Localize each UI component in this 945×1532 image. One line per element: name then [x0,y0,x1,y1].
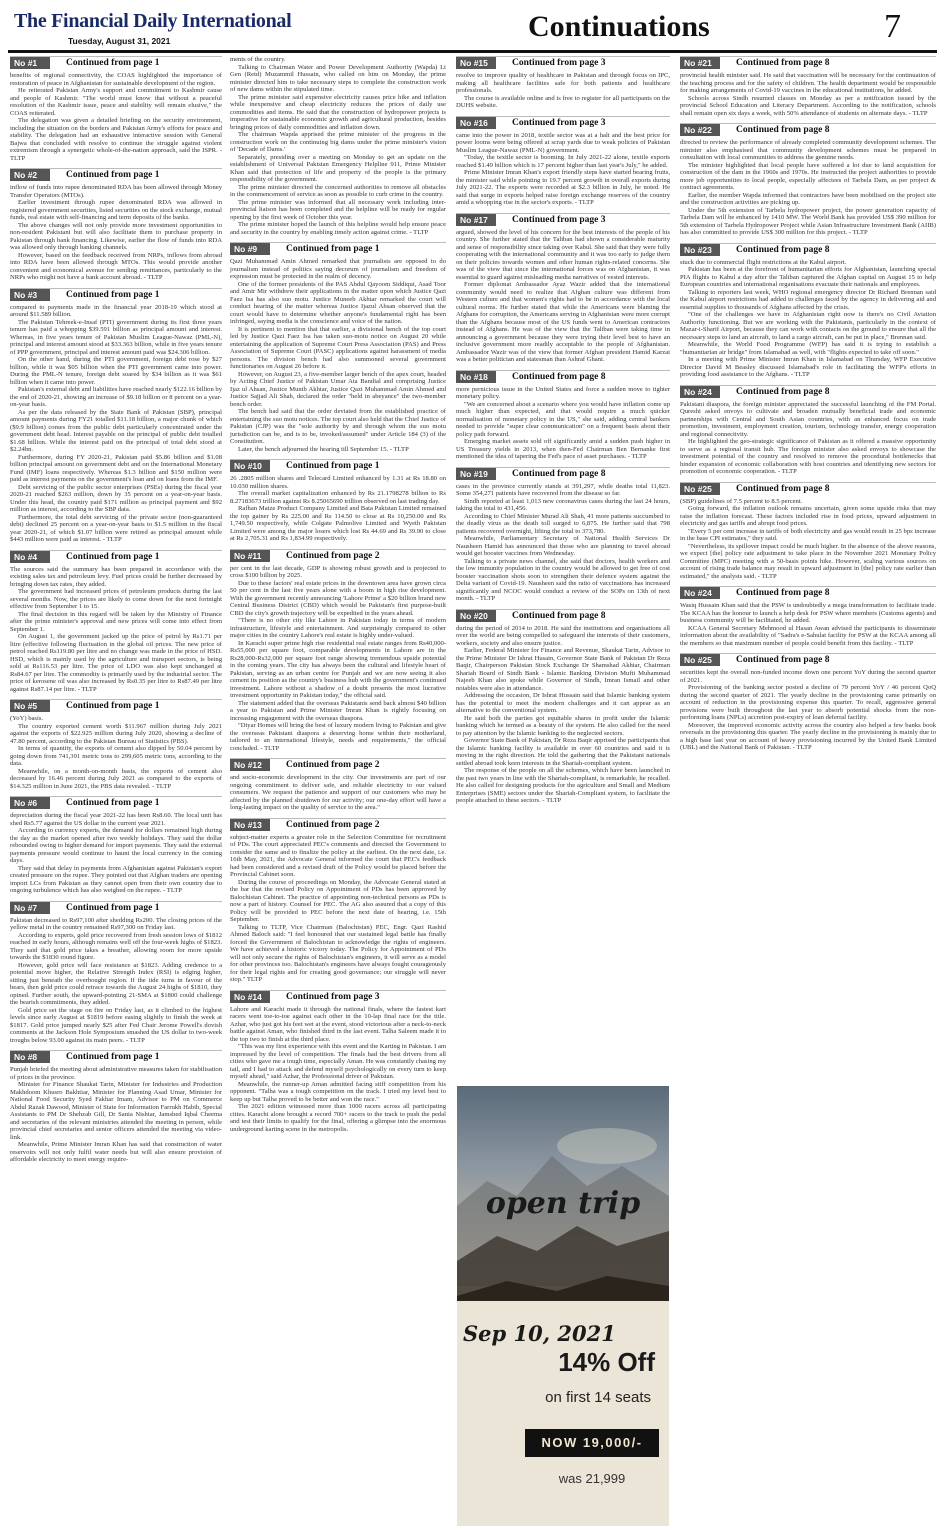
article-paragraph: On the other hand, during the PTI government, foreign debt rose by $27 billion, while it was $05 billion when the PTI government came into power. During the PML-N tenure, foreign debt soared by $34 billion as it was $61 billion when it came into power. [10,356,222,386]
section-title: Continuations [528,10,710,43]
continuation-number-badge: No #12 [230,759,270,771]
article-paragraph: The sources said the summary has been prepared in accordance with the existing sales tax and petroleum levy. Fuel prices could be further decreased by bringing down tax rates, they added. [10,565,222,588]
article-paragraph: In Karachi super prime high rise residential real estate ranges from Rs40,000-Rs55,000 per square foot, comparable developments in Lahore are in the Rs28,000-Rs32,000 per square foot range showing tremendous upside potential in the coming years. The city has always been the cultural and lifestyle heart of Pakistan, serving as an urban centre for Punjab and we are now seeing it also cement its position as the country's business hub with the government's continued investment. Lahore without a shadow of a doubt presents the most lucrative investment opportunity in Pakistan today," the official said. [230,639,446,699]
continuation-label: Continued from page 8 [512,610,606,621]
continuation-number-badge: No #24 [680,587,720,599]
article-paragraph: "There is no other city like Lahore in Pakistan today in terms of modern infrastructure, lifestyle and entertainment. And surprisingly compared to other major cities in the country Lahore's real estate is highly under-valued. [230,617,446,639]
article-paragraph: Debt servicing of the public sector enterprises (PSEs) during the fiscal year 2020-21 reached $263 million, down by 35 percent on a year-on-year basis. Under this head, the country paid $171 million as principal payment and $92 million as interest, according to the SBP data. [10,483,222,513]
continuation-label: Continued from page 8 [736,58,830,68]
article-paragraph: Gold price set the stage on fire on Friday last, as it climbed to the highest levels since early August at $1819 before easing slightly to finish the week at $1817. Gold price jumped nearly $25 after Fed Chair Jerome Powell's dovish comments at the Jackson Hole Symposium smashed the US dollar to two-week troughs below 93.00 against its main peers. - TLTP [10,1006,222,1044]
continuation-number-badge: No #6 [10,797,50,809]
column-4 [680,56,936,758]
article-paragraph: The prime minister hoped the launch of this helpline would help ensure peace and security in the country by enabling timely action against crime. - TLTP [230,221,446,236]
article-paragraph: Separately, presiding over a meeting on Monday to get an update on the establishment of Universal Pakistan Emergency Helpline 911, Prime Minister Khan said that protection of life and property of the people is the primary responsibility of the government. [230,153,446,183]
article-continuation [10,288,222,544]
article-paragraph: Earlier, Federal Minister for Finance and Revenue, Shaukat Tarin, Advisor to the Prime Minister Dr Ishrat Husain, Governor State Bank of Pakistan Dr Reza Baqir, Chairperson Pakistan Stock Exchange Dr Shamshad Akhtar, Chairman Shariah Board of Sindh Bank - Islamic Banking Division Mufti Muhammad Najeeb Khan also spoke while Governor of Sindh, Imran Ismail and other notables were also in attendance. [456,647,670,692]
continuation-label: Continued from page 1 [66,798,160,808]
continuation-header [680,243,936,256]
continuation-label: Continued from page 8 [736,125,830,135]
article-paragraph: ments of the country. [230,56,286,63]
continuation-label: Continued from page 1 [66,289,160,300]
article-paragraph: came into the power in 2018, textile sector was at a halt and the best price for power looms were being offered at scrap yards due to weak policies of Pakistan Muslim League-Nawaz (PML-N) government. [456,131,670,154]
article-paragraph: inflow of funds into rupee denominated RDA has been allowed through Money Transfer Operators (MTOs). [10,184,222,199]
article-paragraph: In terms of quantity, the exports of cement also dipped by 50.04 percent by going down from 741,391 metric tons to 299,605 metric tons, according to the data. [10,745,222,767]
article-continuation [10,168,222,282]
continuation-label: Continued from page 1 [66,1052,160,1062]
article-paragraph: benefits of regional connectivity, the COAS highlighted the importance of restoration of peace in Afghanistan for sustainable development of the region. [10,72,222,87]
article-paragraph: However, on August 23, a five-member larger bench of the apex court, headed by Acting Chief Justice of Pakistan Umar Ata Bandial and comprising Justice Ijaz ul Ahsan, Justice Munib Akhtar, Justice Qazi Muhammad Amin Ahmed and Justice Sajjad Ali Shah, declared the order "held in abeyance" the two-member bench order. [230,370,446,408]
article-continuation [456,56,670,110]
article-continuation [456,609,670,805]
continuation-number-badge: No #8 [10,1051,50,1063]
continuation-header [680,385,936,398]
continuation-header [680,123,936,136]
article-continuation [680,586,936,647]
continuation-header [10,288,222,301]
article-paragraph: depreciation during the fiscal year 2021-22 has been Rs8.60. The local unit has shed Rs5.77 against the US dollar in the current year 2021. [10,812,222,827]
article-paragraph: Qazi Muhammad Amin Ahmed remarked that journalists are opposed to do journalism instead of politics saying decorum of journalism and freedom of expression must be protected in the realm of decency. [230,258,446,280]
continuation-header [456,609,670,622]
article-paragraph: According to experts, gold price recovered from fresh session lows of $1812 reached in early hours, although remains well off the four-week highs of $1823. They said that gold price takes a breather, allowing room for more upside towards the $1830 round figure. [10,931,222,961]
continuation-number-badge: No #22 [680,124,720,136]
article-continuation [230,549,446,753]
continuation-header [456,56,670,69]
continuation-header [230,758,446,771]
continuation-label: Continued from page 8 [736,655,830,665]
continuation-number-badge: No #9 [230,243,270,255]
article-paragraph: securities kept the overall non-funded income down one percent YoY during the second quarter of 2021. [680,669,936,684]
article-paragraph: Meanwhile, on a month-on-month basis, the exports of cement also decreased by 16.46 percent during July 2021 as compared to the exports of $14.325 million in June 2021, the PBS data revealed. - TLTP [10,767,222,790]
article-continuation [456,116,670,207]
article-continuation [230,990,446,1134]
article-paragraph: The prime minister was informed that all necessary work including inter-provincial liaison has been completed and the helpline will be ready for regular opening by the first week of October this year. [230,198,446,221]
article-paragraph: Earlier investment through rupee denominated RDA was allowed in registered government securities, listed securities on the stock exchange, mutual funds, real estate with self-financing and term deposits of the banks. [10,199,222,221]
article-continuation [10,699,222,790]
continuation-number-badge: No #4 [10,551,50,563]
article-paragraph: He reiterated Pakistan Army's support and commitment to Kashmir cause and people of Kashmir. "The world must know that without a peaceful resolution of the Kashmir issue, peace and stability will remain elusive," the COAS reiterated. [10,87,222,117]
article-paragraph: The final decision in this regard will be taken by the Ministry of Finance after the prime minister's approval and new prices will come into effect from September 1. [10,610,222,633]
article-paragraph: He highlighted the geo-strategic significance of Pakistan as it offered a massive opportunity to serve as a regional transit hub. The foreign minister also asked envoys to showcase the investment potential of the country and resolved to remove the procedural bottlenecks that hinder expansion of economic collaboration with host countries and identifying new sectors for promotion of economic cooperation. - TLTP [680,438,936,475]
continuation-header [680,482,936,495]
continuation-header [680,56,936,69]
article-continuation [10,796,222,895]
trip-date: Sep 10, 2021 [463,1321,616,1346]
article-paragraph: directed to review the performance of already completed community development schemes. The minister also emphasised that community development schemes must be prepared in consultation with local communities to address the genuine needs. [680,139,936,161]
article-paragraph: On August 1, the government jacked up the price of petrol by Rs1.71 per litre (effective following fluctuation in the global oil prices. The new price of petrol reached Rs119.80 per litre and no change was made in the price of HSD. HSD, which is mainly used by the agriculture and transport sectors, is being sold at Rs116.53 per litre. The price of LDO was also kept unchanged at Rs84.67 per litre. The commodity is primarily used by the industrial sector. The price of kerosene oil was also increased by Rs0.35 per litre to Rs87.49 per litre against Rs87.14 per litre. - TLTP [10,633,222,693]
article-paragraph: Wasiq Hussain Khan said that the PSW is undoubtedly a mega transformation to facilitate trade. The KCAA has the honour to launch a help desk for PSW where members (Customs agents) and business community will be facilitated, he added. [680,602,936,624]
article-paragraph: subject-matter experts a greater role in the Selection Committee for recruitment of PDs. The court appreciated PEC's comments and directed the Government to consider the same and to finalize the policy at the earliest. On the next date, i.e. 16th May, 2021, the Advocate General informed the court that PEC's feedback had been considered and a revised draft of the Policy would be placed before the Provincial Cabinet soon. [230,833,446,878]
article-paragraph: Talking to TLTP, Vice Chairman (Balochistan) PEC, Engr. Qazi Rashid Ahmed Baloch said: "I feel honoured that our sustained legal battle has finally forced the Government of Balochistan to acknowledge the rights of engineers. We have achieved a historic victory today. The Policy for Appointment of PDs will not only secure the rights of Balochistan's engineers, it will serve as a model for other provinces too. Balochistan's engineers have always fought courageously for their legal rights and for creating good governance; our struggle will never stop." TLTP [230,923,446,983]
article-paragraph: The Pakistan Tehreek-e-Insaf (PTI) government during its first three years tenure has paid a whopping $39.591 billion as principal amount and interest. Whereas, in five years tenure of Pakistan Muslim League-Nawaz (PML-N), principal and interest amount stood at $33.363 billion, while in five years tenure of PPP government, principal and interest amount paid was $24.306 billion. [10,318,222,356]
article-paragraph: The above changes will not only provide more investment opportunities to non-resident Pakistani but will also facilitate them to purchase property in Pakistan through bank financing. Likewise, earlier the flow of funds into RDA was allowed only through banking channels. [10,221,222,251]
continuation-label: Continued from page 1 [66,58,160,68]
continuation-header [230,459,446,472]
article-paragraph: The response of the people on all the schemes, which have been launched in the past two years in line with the Shariah-compliant, is remarkable, he recalled. He also called for designing products for the agriculture and Small and Medium Enterprises (SME) sectors under the Shariah-Compliant system, to facilitate the people attached to these sectors. - TLTP [456,767,670,804]
continuation-label: Continued from page 8 [512,371,606,382]
article-continuation [680,243,936,379]
continuation-header [456,116,670,129]
continuation-header [10,56,222,69]
masthead [8,6,937,50]
article-paragraph: (SBP) guidelines of 7.5 percent to 8.5 percent. [680,497,803,505]
article-paragraph: Former diplomat Ambassador Ayaz Wazir added that the international community would need to realize that Afghan culture was different from Western culture and that women's rights had to be in accordance with the local cultural norms. He further stated that while the Americans were blaming the Afghans for corruption, the Americans serving in Afghanistan were more corrupt than the Afghans because most of the US funds went to American contractors instead of Afghans. He was of the view that the Taliban were taking time in announcing a government because they were trying their level best to have an inclusive government more readily acceptable to the people of Afghanistan. Ambassador Wazir was of the view that former Afghan president Hamid Karzai was a better politician and statesman than Ashraf Ghani. [456,281,670,363]
continuation-label: Continued from page 1 [286,461,380,471]
article-paragraph: Provisioning of the banking sector posted a decline of 79 percent YoY / 46 percent QoQ during the second quarter of 2021. The yearly decline in the provisioning came primarily on account of reduction in the provisioning expense this quarter. To recall, aggressive general provisions were built throughout the last year to absorb potential shocks from the non-performing loans (NPLs) accretion post-expiry of loan deferral facility. [680,684,936,721]
article-paragraph: "Today, the textile sector is booming. In July 2021-22 alone, textile exports reached $1.49 billion which is 17 percent higher than last year's July," he added. [456,154,670,169]
article-paragraph: Meanwhile, Prime Minister Imran Khan has said that construction of water reservoirs will not only fulfil water needs but will also ensure provision of affordable electricity to meet energy require- [10,1141,222,1163]
article-paragraph: Lahore and Karachi made it through the national finals, where the fastest kart racers went toe-to-toe against each other in the 10-lap final race for the title. Azhar, who just got his feet wet at the event, stood victorious after a neck-to-neck battle against Aman, who finished third in the last event. Talha Saleem made it to the top two to finish at the third place. [230,1005,446,1043]
article-paragraph: The country exported cement worth $11.967 million during July 2021 against the exports of $22.925 million during July 2020, showing a decline of 47.80 percent, according to the Pakistan Bureau of Statistics (PBS). [10,722,222,745]
article-continuation [10,56,222,162]
article-paragraph: Addressing the occasion, Dr Ishrat Hussain said that Islamic banking system has the potential to meet the modern challenges and it can appear as an alternative to the conventional system. [456,692,670,714]
article-paragraph: Later, the bench adjourned the hearing till September 15. - TLTP [238,445,409,453]
continuation-number-badge: No #19 [456,468,496,480]
article-paragraph: Rafhan Maize Product Company Limited and Bata Pakistan Limited remained the top gainer by Rs 225.00 and Rs 114.50 to close at Rs 10,250.00 and Rs 1,749.50 respectively, while Colgate Palmolive Limited and Wyeth Pakistan Limited were among the major losers which lost Rs 44.69 and Rs 39.90 to close at Rs 2,705.31 and Rs 1,834.99 respectively. [230,505,446,542]
article-paragraph: provincial health minister said. He said that vaccination will be necessary for the continuation of the teaching process and for the safety of children. The health department would be responsible for making arrangements of Covid-19 vaccines in the educational institutions, he added. [680,72,936,94]
article-paragraph: during the period of 2014 to 2018. He said the institutions and organisations all over the world are being compelled to safeguard the interests of their customers, workers, society and also ensure justice. [456,624,670,647]
newspaper-title: The Financial Daily International [14,10,292,32]
continuation-label: Continued from page 8 [736,483,830,494]
continuation-number-badge: No #20 [456,610,496,622]
continuation-header [456,370,670,383]
article-paragraph: The prime minister said expensive electricity causes price hike and inflation while inexpensive and cheap electricity reduces the prices of daily use commodities and items. He said that the construction of hydropower projects is imperative for sustainable economic growth and agricultural production, besides bringing prices of daily commodities and inflation down. [230,93,446,131]
continuation-number-badge: No #24 [680,386,720,398]
article-paragraph: argued, showed the level of his concern for the best interests of the people of his country. She further stated that the Taliban had shown a considerable maturity and sense of responsibility since taking over Kabul. She said that they were fully cooperating with the international community and it was too early to judge them on their policies towards women and other human rights-related concerns. She was of the view that since the international forces was on Afghanistan, it was essential to guard against misleading media narratives of vested interests. [456,228,670,281]
article-paragraph: "Nevertheless, its spillover impact could be much higher. In the absence of the above reasons, we expect [the] policy rate adjustment to take place in the November 2021 Monetary Policy Committee (MPC) meeting with a 50-basis points hike. However, scaling various sources on account of rising trade balance may result in upward adjustment in [the] policy rate earlier than estimated," the analysts said. - TLTP [680,542,936,580]
price-now-button[interactable]: NOW 19,000/- [525,1429,659,1457]
article-paragraph: and socio-economic development in the city. Our investments are part of our ongoing commitment to deliver safe, and reliable electricity to our valued consumers. We request the patience and support of our customers who may be affected by the planned shutdown for our activity; our one-day effort will have a long-lasting impact on the quality of service to the area." [230,774,446,811]
article-paragraph: KCAA General Secretary Mehmood ul Hasan Awan advised the participants to disseminate information about the availability of "Sadra's e-Sahulat facility for PSW at the KCAA among all the members so that maximum number of people could benefit from this facility. - TLTP [680,624,936,647]
article-paragraph: As per the data released by the State Bank of Pakistan (SBP), principal amount payments during FY21 totalled $11.18 billion, a major chunk of which ($9.9 billion) comes from the public debt particularly concentrated under the government debt head. Interest payable on the principal of public debt totalled $1.68 billion. While the interest paid on the principal of total debt stood at $2.24bn. [10,408,222,453]
continuation-header [230,242,446,255]
continuation-number-badge: No #1 [10,57,50,69]
article-paragraph: However, gold price will face resistance at $1823. Adding credence to a potential move higher, the Relative Strength Index (RSI) is edging higher, sitting just beneath the overbought region. If the tide turns in favour of the bears, then gold price could retrace towards the August 24 highs of $1810, they opined. Further south, the upward-pointing 21-SMA at $1800 could challenge the bearish commitments, they added. [10,961,222,1006]
article-paragraph: The delegation was given a detailed briefing on the security environment, including the situation on the borders and Pakistan Army's efforts for peace and stability. The delegation had an exhaustive interactive session with General Bajwa that concluded with resolve to continue the struggle against violent extremism through a synergetic whole-of-the-nation approach, said the ISPR. - TLTP [10,117,222,162]
continuation-header [230,818,446,831]
continuation-number-badge: No #21 [680,57,720,69]
article-paragraph: Meanwhile, Parliamentary Secretary of National Health Services Dr Nausheen Hamid has announced that those who are planning to travel abroad would get booster vaccines from Wednesday. [456,535,670,557]
continuation-number-badge: No #18 [456,371,496,383]
continuation-number-badge: No #11 [230,550,270,562]
article-continuation [10,1050,222,1164]
discount-text: 14% Off [558,1347,655,1377]
article-paragraph: stuck due to commercial flight restrictions at the Kabul airport. [680,258,847,266]
continuation-label: Continued from page 3 [512,58,606,68]
continuation-header [230,549,446,562]
article-continuation [10,901,222,1045]
price-was: was 21,999 [558,1471,626,1486]
article-paragraph: Meanwhile, the runner-up Aman admitted facing stiff competition from his opponent. "Talha was a tough competition on the track. I tried my level best to keep up but Talha proved to be better and won the race." [230,1080,446,1103]
article-paragraph: According to currency experts, the demand for dollars remained high during the day as the market opened after two weekly holidays. They said the dollar rebounded owing to higher demand for import payments. They said the external payments pressure would continue to haunt the local currency in the coming days. [10,827,222,864]
article-paragraph: The course is available online and is free to register for all participants on the DUHS website. [456,94,670,109]
article-paragraph: Talking to reporters last week, WHO regional emergency director Dr Richard Brennan said the Kabul airport restrictions had added to challenges faced by the agency in delivering aid and essential supplies to thousands of Afghans affected by the crisis. [680,288,936,311]
article-paragraph: "One of the challenges we have in Afghanistan right now is there's no Civil Aviation Authority functioning. But we are working with the Pakistanis, particularly in the context of Mazar-i-Sharif Airport, because they can work with contacts on the ground to ensure that all the necessary steps to land an aircraft, to land a cargo aircraft, can be put in place," Brennan said. [680,311,936,341]
continuation-number-badge: No #17 [456,214,496,226]
article-paragraph: The chairman Wapda apprised the prime minister of the progress in the construction work on the continuing big dams under the prime minister's vision of 'Decade of Dams.' [230,131,446,153]
article-paragraph: Governor State Bank of Pakistan, Dr Reza Baqir apprised the participants that the Islamic banking facility is available in over 60 countries and said it is moving in the right direction. He told the gathering that the Pakistani nationals settled abroad took keen interests in the Shariah-compliant system. [456,737,670,767]
article-paragraph: In a meeting with Prime Minister Imran Khan in Islamabad on Thursday, WFP Executive Director David M Beasley discussed Islamabad's role in facilitating the WFP's efforts in providing food assistance to the Afghans. - TLTP [680,356,936,378]
continuation-number-badge: No #2 [10,169,50,181]
article-paragraph: cases in the province currently stands at 391,297, while deaths total 11,823. Some 354,271 patients have recovered from the disease so far. [456,482,670,497]
article-paragraph: The bench had said that the order deviated from the established practice of entertaining the suo motu notices. The top court also held that the Chief Justice of Pakistan (CJP) was the "sole authority by and through whom the suo motu jurisdiction can be, and is to be, invoked/assumed" under Article 184 (3) of the Constitution. [230,408,446,445]
continuation-label: Continued from page 8 [512,468,606,479]
header-rule [8,50,937,53]
publication-date: Tuesday, August 31, 2021 [68,36,171,46]
page-number: 7 [884,8,901,45]
article-paragraph: They said that delay in payments from Afghanistan against Pakistan's export created pressure on the rupee. They pointed out that Afghan traders are opening import LCs from Pakistan as they cannot open from their own country due to ongoing turbulence which has also weighed on the rupee. - TLTP [10,864,222,894]
continuation-label: Continued from page 8 [736,588,830,598]
article-paragraph: According to Chief Minister Murad Ali Shah, 41 more patients succumbed to the deadly virus as the death toll surged to 6,875. He further said that 798 patients recovered overnight, lifting the total to 373,780. [456,512,670,535]
article-continuation [456,213,670,364]
article-paragraph: Furthermore, the total debt servicing of the private sector (non-guaranteed debt) declined 25 percent on a year-on-year basis to $1.5 million in the fiscal year 2020-21, of which $1.07 billion were retired as principal amount while $443 million were paid as interest. - TLTP [10,513,222,543]
continuation-header [10,796,222,809]
article-paragraph: "Every 5 per cent increase in tariffs of both electricity and gas would result in 25 bps increase in the base CPI estimates," they said. [680,527,936,542]
article-continuation [680,123,936,237]
continuation-number-badge: No #14 [230,991,270,1003]
article-paragraph: Sindh reported at least 1,013 new coronavirus cases during the last 24 hours, taking the total to 431,456. [456,497,670,512]
continuation-label: Continued from page 2 [286,760,380,770]
article-paragraph: Pakistan's external debt and liabilities have reached nearly $122.16 billion by the end of 2020-21, showing an increase of $9.18 billion or 8 percent on a year-on-year basis. [10,386,222,408]
article-paragraph: Pakistani diaspora, the foreign minister appreciated the successful launching of the FM Portal. Qureshi asked envoys to cultivate and broaden mutually beneficial trade and economic partnerships with Central and South Asian countries, with an enhanced focus on trade promotion, investment, employment creation, tourism, technology transfer, energy cooperation and regional connectivity. [680,400,936,438]
continuation-number-badge: No #25 [680,483,720,495]
article-paragraph: Talking to a private news channel, she said that doctors, health workers and the low immunity population in the country would be allowed to get free of cost booster vaccination shots soon to strengthen their defence system against the Delta variant of Covid-19. Nausheen said the ratio of vaccinations has increased significantly and NCOC would conduct a review of the SOPs on 13th of next month. - TLTP [456,557,670,602]
continuation-label: Continued from page 1 [66,551,160,562]
article-paragraph: During the course of proceedings on Monday, the Advocate General stated at the bar that the revised Policy on Appointment of PDs has been approved by Balochistan Cabinet. The practice of appointing non-technical persons as PDs is now a part of history. Counsel for PEC. The AG also assured that a copy of this Policy will be provided to PEC before the next date of hearing, i.e. 15th September. [230,878,446,923]
continuation-label: Continued from page 3 [512,214,606,225]
article-paragraph: Punjab briefed the meeting about administrative measures taken for stabilisation of prices in the province. [10,1066,222,1081]
article-continuation [230,818,446,984]
article-paragraph: Under the 5th extension of Tarbela hydropower project, the power generation capacity of Tarbela Dam will be enhanced by 1410 MW. The World Bank has provided US$ 390 million for 5th extension of Tarbela Hydropower Project while Asian Infrastructure Investment Bank (AIIB) has also committed to provide US$ 300 million for this project. - TLTP [680,206,936,236]
continuation-header [456,213,670,226]
article-continuation [230,242,446,453]
article-paragraph: Going forward, the inflation outlook remains uncertain, given some upside risks that may raise the inflation forecast. These factors included rise in food prices, upward adjustment in electricity and gas tariffs and abrupt food prices. [680,505,936,527]
article-continuation [456,370,670,461]
article-paragraph: The overall market capitalization enhanced by Rs 21.1798278 billion to Rs 8.27183673 trillion against Rs 8.25065690 trillion observed on last trading day. [230,490,446,505]
continuation-label: Continued from page 2 [286,550,380,561]
article-continuation [680,56,936,117]
article-paragraph: Talking to Chairman Water and Power Development Authority (Wapda) Lt Gen (Retd) Muzammil Hussain, who called on him on Monday, the prime minister directed him to take necessary steps to complete the construction work of new dams within the stipulated time. [230,63,446,93]
column-1 [10,56,222,1170]
continuation-label: Continued from page 3 [286,991,380,1002]
continuation-number-badge: No #25 [680,654,720,666]
continuation-label: Continued from page 8 [736,386,830,397]
continuation-label: Continued from page 1 [66,902,160,913]
article-continuation [230,758,446,812]
continuation-header [230,990,446,1003]
article-continuation [680,653,936,752]
article-paragraph: "This was my first experience with this event and the Karting in Pakistan. I am impressed by the level of competition. The finals had the best drivers from all cities who gave me a tough time, especially Aman. He was constantly chasing my tail, and I had to attack and defend myself psychologically on every turn to keep myself ahead," said Azhar, the Professional driver of Pakistan. [230,1043,446,1080]
article-paragraph: "We are concerned about a scenario where you would have inflation come up much higher than expected, and that would require a much quicker normalisation of monetary policy in the US," she said, adding central bankers needed to provide "super clear communication" on a frequent basis about their policy path forward. [456,400,670,438]
continuation-label: Continued from page 2 [286,819,380,830]
continuation-header [10,699,222,712]
continuation-number-badge: No #3 [10,289,50,301]
article-paragraph: more pernicious issue in the United States and force a sudden move to tighter monetary policy. [456,385,670,400]
article-paragraph: (YoY) basis. [10,715,44,722]
article-paragraph: Minister for Finance Shaukat Tarin, Minister for Industries and Production Makhdoom Khusro Bakhtiar, Minister for Planning Asad Umar, Minister for National Food Security Syed Fakhar Imam, Advisor to PM on Commerce Abdul Razak Dawood, Minister of State for Information Farrukh Habib, Special Assistants to PM Dr Shehzab Gill, Dr Sania Nishtar, Jamshed Iqbal Cheema and secretaries of the relevant ministries attended the meeting in person, while provincial chief secretaries and senior officers attended the meeting via video-link. [10,1081,222,1141]
article-paragraph: The statement added that the overseas Pakistanis send back almost $40 billion a year to Pakistan and Prime Minister Imran Khan is rightly focusing on increasing engagement with the overseas diaspora. [230,699,446,722]
column-3 [456,56,670,811]
continuation-number-badge: No #10 [230,460,270,472]
continuation-label: Continued from page 3 [512,117,606,128]
article-continuation [230,56,446,236]
article-continuation [10,550,222,694]
article-continuation [680,482,936,581]
article-paragraph: per cent in the last decade, GDP is showing robust growth and is projected to cross $100 billion by 2025. [230,564,446,579]
open-trip-logo: open trip [485,1186,641,1221]
continuation-number-badge: No #13 [230,819,270,831]
article-paragraph: Schools across Sindh resumed classes on Monday as per a notification issued by the provincial School Education and Literacy Department. According to the notification, schools shall remain open six days a week, with 50% attendance of students on alternate days. - TLTP [680,94,936,117]
article-paragraph: compared to payments made in the financial year 2018-19 which stood at around $11.589 billion. [10,303,222,318]
article-paragraph: Earlier, the member Wapda informed that contractors have been mobilised on the project site and the construction activities are picking up. [680,191,936,206]
article-paragraph: 26 .2805 million shares and Telecard Limited enhanced by 1.31 at Rs 18.80 on 10.030 million shares. [230,475,446,490]
article-paragraph: Due to these factors' real estate prices in the downtown area have grown circa 50 per cent in the last five years alone with a boom in high rise development. With the government recently announcing 'Lahore Prime' a $20 billion brand new Central Business District (CBD) which would be Pakistan's first purpose-built CBD the city's growth trajectory will be expedited in the years ahead. [230,579,446,617]
continuation-number-badge: No #7 [10,902,50,914]
continuation-label: Continued from page 1 [286,244,380,254]
continuation-number-badge: No #5 [10,700,50,712]
article-paragraph: Emerging market assets sold off significantly amid a sudden push higher in US Treasury yields in 2013, when then-Fed Chairman Ben Bernanke first mentioned the idea of tapering the Fed's pace of asset purchases. - TLTP [456,438,670,460]
article-paragraph: Pakistan decreased to Rs97,100 after shedding Rs200. The closing prices of the yellow metal in the country remained Rs97,300 on Friday last. [10,916,222,931]
article-paragraph: However, based on the feedback received from NRPs, inflows from abroad into RDA have been allowed through MTOs. This would provide another convenient and economical avenue for sending remittances, particularly to the NRPs who might not have a bank account abroad. - TLTP [10,251,222,281]
article-paragraph: Furthermore, during FY 2020-21, Pakistan paid $5.86 billion and $1.08 billion principal amount on government debt and on the International Monetary Fund (IMF) loans respectively. Whereas $1.3 billion and $150 million were paid as interest payments on the government's loan and on loans from the IMF. [10,453,222,483]
continuation-number-badge: No #15 [456,57,496,69]
continuation-number-badge: No #16 [456,117,496,129]
continuation-label: Continued from page 8 [736,244,830,255]
article-paragraph: The government had increased prices of petroleum products during the last several months. Now, the prices are likely to come down for the next fortnight effective from September 1 to 15. [10,588,222,610]
article-continuation [230,459,446,543]
continuation-label: Continued from page 1 [66,701,160,711]
article-paragraph: resolve to improve quality of healthcare in Pakistan and through focus on IPC, making all healthcare facilities safe for both patients and healthcare professionals. [456,72,670,94]
continuation-header [456,467,670,480]
continuation-header [10,550,222,563]
seats-text: on first 14 seats [545,1389,651,1406]
article-paragraph: The minister highlighted that local people have suffered a lot due to land acquisition for construction of the dam in the 1960s and 1970s. He instructed the project authorities to provide more job opportunities to local people, especially affectees of Tarbela Dam, as per project & contract agreements. [680,161,936,191]
continuation-header [10,1050,222,1063]
article-paragraph: Moreover, the improved economic activity across the country also helped a few banks book reversals in the provisioning this quarter. The yearly decline in the provisioning is mainly due to a high base last year on account of heavy provisioning incurred by the United Bank Limited (UBL) and the National Bank of Pakistan. - TLTP [680,721,936,751]
article-paragraph: Prime Minister Imran Khan's export friendly steps have started bearing fruits, the minister said while pointing to 19.7 percent growth in overall exports during July 2021-22. The exports were recorded at $2.3 billion in July, he noted. He said that surge in exports helped raise foreign exchange reserves of the country amid a whopping rise in the sector's exports. - TLTP [456,169,670,206]
ad-offer-panel [457,1301,669,1526]
open-trip-advertisement[interactable] [457,1086,669,1526]
article-continuation [680,385,936,476]
article-paragraph: He said both the parties got equitable shares in profit under the Islamic banking which he termed as a beauty of the system. He also called for the need to pay attention by the Islamic banking to the neglected sectors. [456,714,670,737]
article-continuation [456,467,670,603]
article-paragraph: "Diyar Homes will bring the best of luxury modern living to Pakistan and give the overseas Pakistani diaspora a deserving home within their motherland, tailored to an international lifestyle, needs and requirements," the official concluded. - TLTP [230,722,446,752]
article-paragraph: It is pertinent to mention that that earlier, a divisional bench of the top court led by Justice Qazi Faez Isa has taken suo-motu notice on August 20 while entertaining the application of Supreme Court Press Association (PAS) and Press Association of Supreme Court (PASC) applications against harassment of media persons. The division bench had also summoned several government functionaries on August 26 before it. [230,325,446,370]
continuation-header [10,901,222,914]
continuation-number-badge: No #23 [680,244,720,256]
continuation-header [680,586,936,599]
column-2 [230,56,446,1139]
article-paragraph: Pakistan has been at the forefront of humanitarian efforts for Afghanistan, launching special PIA flights to Kabul a day after the Taliban captured the Afghan capital on August 15 to help European countries and international organisations evacuate their nationals and employees. [680,266,936,288]
article-paragraph: The prime minister directed the concerned authorities to remove all obstacles in the commencement of service as soon as possible to curb crime in the country. [230,183,446,198]
continuation-header [10,168,222,181]
continuation-header [680,653,936,666]
article-paragraph: One of the former presidents of the PAS Abdul Qayoom Siddiqui, Asad Toor and Amir Mir withdrew their applications in the matter upon which Justice Qazi Faez Isa has also suo motu. Justice Muneeb Akhtar remarked the court will conduct hearing of the matter whereas Justice Ijazul Ahsan observed that the court would have to determine whether anyone's fundamental right has been infringed, saying media is the conscience and voice of the nation. [230,280,446,325]
article-paragraph: The 2021 edition witnessed more than 1000 racers across all participating cities. Karachi alone brought a record 700+ racers to the track to push the pedal and test their limits to qualify for the final, offering a glimpse into the enormous underground karting scene in the metropolis. [230,1103,446,1133]
continuation-label: Continued from page 1 [66,170,160,180]
article-paragraph: Meanwhile, the World Food Programme (WFP) has said it is trying to establish a "humanitarian air bridge" from Islamabad as well, with "flights expected to take off soon." [680,341,936,356]
